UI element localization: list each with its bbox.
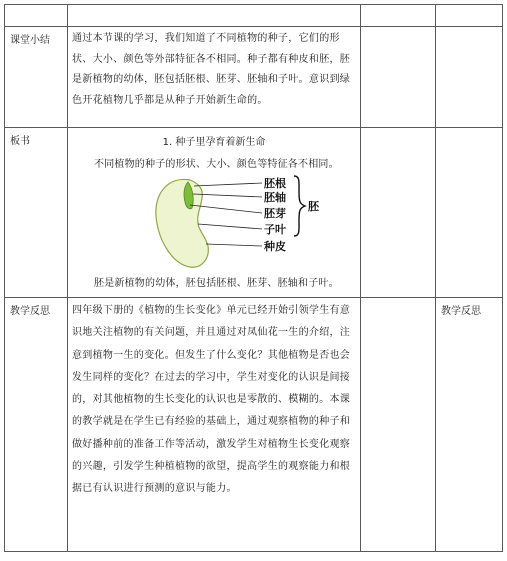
reflection-label: 教学反思 <box>10 306 50 317</box>
empty-cell <box>361 128 436 298</box>
label-embryo: 胚 <box>308 200 319 213</box>
reflection-side-label: 教学反思 <box>441 306 481 317</box>
empty-cell <box>436 128 503 298</box>
reflection-text: 四年级下册的《植物的生长变化》单元已经开始引领学生有意识地关注植物的有关问题，并且通过对凤仙花一生的介绍，注意到植物一生的变化。但发生了什么变化？其他植物是否也会发生同样的变化？在过去的学习中，学生对变化的认识是间接的，对其他植物的生长变化的认识也是零散的、模糊的。本课的教学就是在学生已有经验的基础上，通过观察植物的种子和做好播种前的准备工作等活动，激发学生对植物生长变化观察的兴趣，引发学生种植植物的欲望，提高学生的观察能力和根据已有认识进行预测的意识与能力。 <box>72 305 351 495</box>
empty-cell <box>5 5 68 27</box>
table-row-reflection <box>5 298 503 552</box>
row-label-cell <box>5 27 68 128</box>
empty-cell <box>68 5 361 27</box>
summary-text: 通过本节课的学习，我们知道了不同植物的种子，它们的形状、大小、颜色等外部特征各不相同。种子都有种皮和胚，胚是新植物的幼体，胚包括胚根、胚芽、胚轴和子叶。意识到绿色开花植物几乎都是从种子开始新生命的。 <box>72 33 351 106</box>
label-hypocotyl: 胚轴 <box>264 191 286 204</box>
lesson-plan-table <box>4 4 503 552</box>
empty-cell <box>361 27 436 128</box>
summary-label: 课堂小结 <box>10 35 50 46</box>
board-line-1: 不同植物的种子的形状、大小、颜色等特征各不相同。 <box>94 159 339 170</box>
label-plumule: 胚芽 <box>264 207 286 220</box>
empty-cell <box>436 5 503 27</box>
row-label-cell <box>5 128 68 298</box>
table-row-summary <box>5 27 503 128</box>
label-seed-coat: 种皮 <box>264 240 286 253</box>
table-row-top <box>5 5 503 27</box>
row-label-cell <box>5 298 68 552</box>
seed-coat-shape <box>156 179 208 267</box>
label-radicle: 胚根 <box>264 177 286 190</box>
table-row-board <box>5 128 503 298</box>
summary-cell <box>68 27 361 128</box>
board-line-2: 胚是新植物的幼体，胚包括胚根、胚芽、胚轴和子叶。 <box>94 278 339 289</box>
seed-structure-diagram <box>150 172 370 272</box>
reflection-side-cell <box>436 298 503 552</box>
empty-cell <box>361 298 436 552</box>
embryo-brace <box>294 176 305 236</box>
board-title: 1. 种子里孕育着新生命 <box>162 137 266 148</box>
empty-cell <box>361 5 436 27</box>
empty-cell <box>436 27 503 128</box>
reflection-cell <box>68 298 361 552</box>
board-cell <box>68 128 361 298</box>
board-content <box>68 128 360 292</box>
label-cotyledon: 子叶 <box>264 223 286 236</box>
board-label: 板书 <box>10 136 30 147</box>
